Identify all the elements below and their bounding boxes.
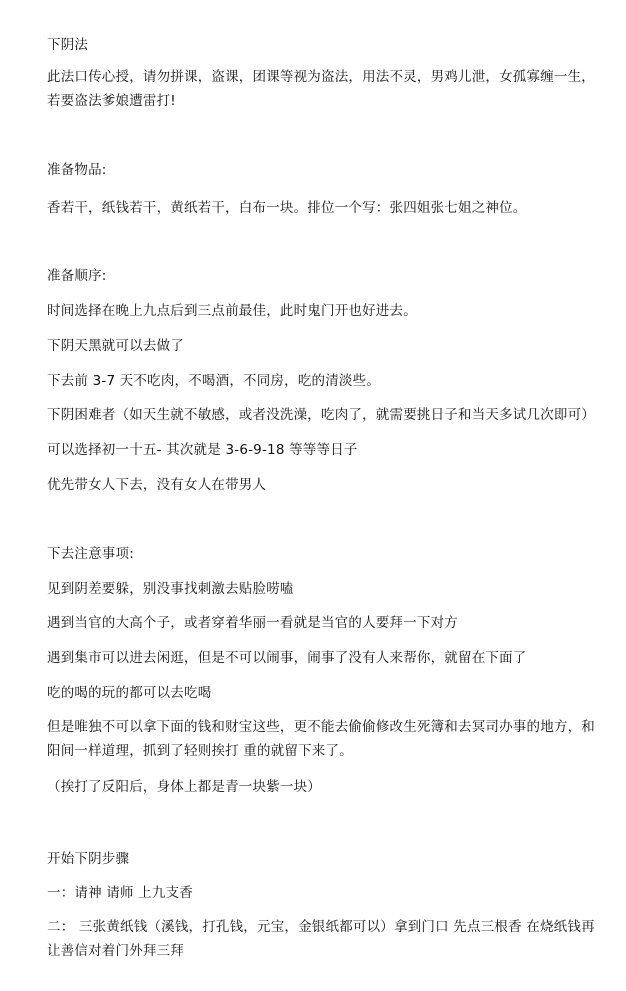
doc-title: 下阴法 [47,37,89,53]
notes-heading: 下去注意事项: [47,546,134,562]
intro-paragraph: 此法口传心授，请勿拼课，盗课，团课等视为盗法，用法不灵，男鸡儿泄，女孤寡缠一生，若要盗法爹娘遭雷打! [47,69,595,109]
order-item: 下阴困难者（如天生就不敏感，或者没洗澡，吃肉了，就需要挑日子和当天多试几次即可） [47,407,595,423]
notes-item: 但是唯独不可以拿下面的钱和财宝这些，更不能去偷偷修改生死簿和去冥司办事的地方，和阳间一样道理，抓到了轻则挨打 重的就留下来了。 [47,719,595,759]
order-item: 下去前 3-7 天不吃肉，不喝酒，不同房，吃的清淡些。 [47,373,381,389]
order-item: 优先带女人下去，没有女人在带男人 [47,477,267,493]
materials-heading: 准备物品: [47,162,107,178]
notes-item: 吃的喝的玩的都可以去吃喝 [47,685,212,701]
steps-item: 一：请神 请师 上九支香 [47,885,193,901]
materials-text: 香若干，纸钱若干，黄纸若干，白布一块。排位一个写：张四姐张七姐之神位。 [47,200,527,216]
order-item: 时间选择在晚上九点后到三点前最佳，此时鬼门开也好进去。 [47,303,417,319]
notes-item: （挨打了反阳后，身体上都是青一块紫一块） [47,779,321,795]
order-item: 下阴天黑就可以去做了 [47,338,184,354]
order-heading: 准备顺序: [47,268,107,284]
notes-item: 遇到集市可以进去闲逛，但是不可以闹事，闹事了没有人来帮你，就留在下面了 [47,650,527,666]
order-item: 可以选择初一十五- 其次就是 3-6-9-18 等等等日子 [47,442,358,458]
notes-item: 遇到当官的大高个子，或者穿着华丽一看就是当官的人要拜一下对方 [47,615,458,631]
steps-heading: 开始下阴步骤 [47,851,130,867]
steps-item: 二： 三张黄纸钱（溪钱，打孔钱，元宝，金银纸都可以）拿到门口 先点三根香 在烧纸钱再让善信对着门外拜三拜 [47,919,595,959]
notes-item: 见到阴差要躲，别没事找刺激去贴脸唠嗑 [47,581,294,597]
